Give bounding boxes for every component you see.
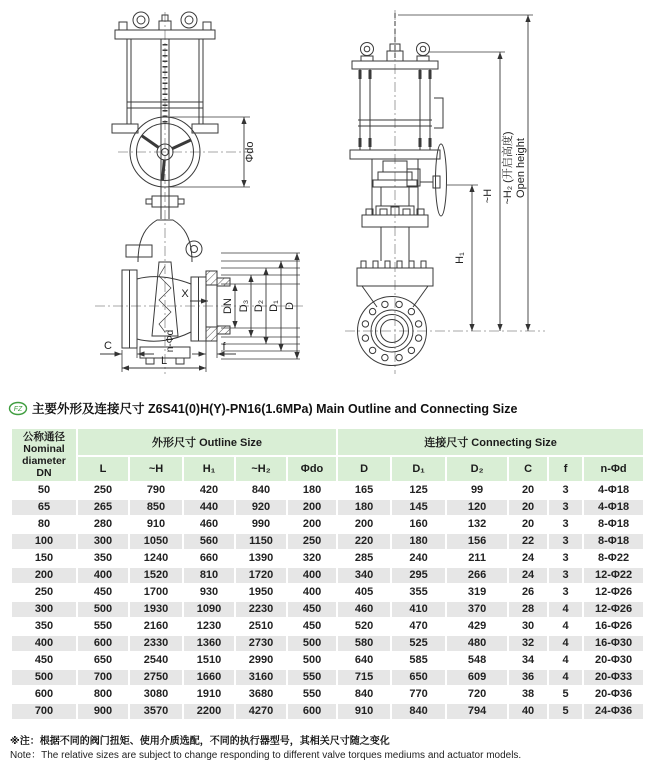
cell-value: 1510 bbox=[183, 652, 235, 669]
dim-label-x: X bbox=[181, 288, 189, 300]
cell-value: 3 bbox=[548, 550, 583, 567]
table-row bbox=[11, 635, 644, 652]
cell-value: 120 bbox=[446, 499, 508, 516]
cell-value: 450 bbox=[287, 601, 337, 618]
cell-value: 12-Φ26 bbox=[583, 584, 644, 601]
cell-value: 200 bbox=[337, 516, 391, 533]
cell-value: 40 bbox=[508, 703, 548, 720]
cell-value: 16-Φ26 bbox=[583, 618, 644, 635]
cell-value: 1360 bbox=[183, 635, 235, 652]
cell-value: 650 bbox=[391, 669, 446, 686]
cell-dn: 250 bbox=[11, 584, 77, 601]
cell-value: 2730 bbox=[235, 635, 287, 652]
col-header-h1: H₁ bbox=[183, 456, 235, 482]
cell-value: 930 bbox=[183, 584, 235, 601]
cell-value: 8-Φ22 bbox=[583, 550, 644, 567]
cell-value: 8-Φ18 bbox=[583, 533, 644, 550]
cell-value: 1660 bbox=[183, 669, 235, 686]
table-body bbox=[11, 482, 644, 720]
table-row bbox=[11, 601, 644, 618]
note-zh: ※注：根据不同的阀门扭矩、使用介质选配，不同的执行器型号，其相关尺寸随之变化 bbox=[10, 736, 390, 747]
cell-value: 910 bbox=[337, 703, 391, 720]
section-title-bar bbox=[8, 399, 517, 417]
cell-value: 285 bbox=[337, 550, 391, 567]
cell-value: 1950 bbox=[235, 584, 287, 601]
cell-dn: 80 bbox=[11, 516, 77, 533]
cell-value: 220 bbox=[337, 533, 391, 550]
cell-value: 480 bbox=[446, 635, 508, 652]
cell-value: 24 bbox=[508, 550, 548, 567]
dim-label-d3: D₃ bbox=[238, 299, 250, 313]
col-header-d2: D₂ bbox=[446, 456, 508, 482]
cell-value: 800 bbox=[77, 686, 129, 703]
corner-line-en2: diameter bbox=[22, 455, 66, 467]
cell-value: 410 bbox=[391, 601, 446, 618]
page-title: 主要外形及连接尺寸 Z6S41(0)H(Y)-PN16(1.6MPa) Main Outline and Connecting Size bbox=[32, 402, 518, 416]
cell-value: 12-Φ22 bbox=[583, 567, 644, 584]
cell-value: 640 bbox=[337, 652, 391, 669]
col-header-phido: Φdo bbox=[287, 456, 337, 482]
col-header-d1: D₁ bbox=[391, 456, 446, 482]
brand-logo-icon bbox=[8, 401, 28, 416]
cell-value: 20-Φ30 bbox=[583, 652, 644, 669]
cell-value: 125 bbox=[391, 482, 446, 499]
group-header-outline-size: 外形尺寸 Outline Size bbox=[77, 428, 337, 456]
cell-value: 3 bbox=[548, 533, 583, 550]
cell-value: 500 bbox=[287, 635, 337, 652]
cell-value: 420 bbox=[183, 482, 235, 499]
col-header-h: ~H bbox=[129, 456, 183, 482]
cell-value: 1090 bbox=[183, 601, 235, 618]
cell-value: 1050 bbox=[129, 533, 183, 550]
cell-value: 34 bbox=[508, 652, 548, 669]
cell-value: 20-Φ33 bbox=[583, 669, 644, 686]
cell-value: 20 bbox=[508, 516, 548, 533]
cell-value: 470 bbox=[391, 618, 446, 635]
cell-value: 5 bbox=[548, 703, 583, 720]
cell-value: 500 bbox=[287, 652, 337, 669]
cell-value: 400 bbox=[287, 584, 337, 601]
cell-value: 165 bbox=[337, 482, 391, 499]
cell-value: 660 bbox=[183, 550, 235, 567]
cell-dn: 300 bbox=[11, 601, 77, 618]
cell-value: 4-Φ18 bbox=[583, 482, 644, 499]
corner-line-dn: DN bbox=[36, 467, 52, 479]
cell-value: 12-Φ26 bbox=[583, 601, 644, 618]
cell-value: 580 bbox=[337, 635, 391, 652]
cell-value: 550 bbox=[287, 669, 337, 686]
col-header-h2: ~H₂ bbox=[235, 456, 287, 482]
table-row bbox=[11, 618, 644, 635]
cell-value: 450 bbox=[77, 584, 129, 601]
cell-value: 266 bbox=[446, 567, 508, 584]
drawing-front-view bbox=[95, 12, 303, 374]
cell-value: 211 bbox=[446, 550, 508, 567]
cell-value: 240 bbox=[391, 550, 446, 567]
cell-value: 2510 bbox=[235, 618, 287, 635]
cell-value: 3080 bbox=[129, 686, 183, 703]
dim-label-l: L bbox=[160, 355, 168, 367]
cell-dn: 700 bbox=[11, 703, 77, 720]
corner-line-en1: Nominal bbox=[23, 443, 65, 455]
cell-value: 1150 bbox=[235, 533, 287, 550]
cell-dn: 600 bbox=[11, 686, 77, 703]
cell-value: 350 bbox=[77, 550, 129, 567]
cell-value: 3570 bbox=[129, 703, 183, 720]
table-row bbox=[11, 703, 644, 720]
cell-value: 355 bbox=[391, 584, 446, 601]
cell-value: 520 bbox=[337, 618, 391, 635]
note-en: Note：The relative sizes are subject to change responding to different valve torques mediums and actuator models. bbox=[10, 750, 522, 761]
cell-value: 38 bbox=[508, 686, 548, 703]
dim-label-d1: D₁ bbox=[268, 300, 280, 312]
cell-value: 560 bbox=[183, 533, 235, 550]
cell-value: 145 bbox=[391, 499, 446, 516]
table-row bbox=[11, 482, 644, 499]
cell-value: 910 bbox=[129, 516, 183, 533]
cell-value: 1910 bbox=[183, 686, 235, 703]
cell-value: 32 bbox=[508, 635, 548, 652]
cell-value: 429 bbox=[446, 618, 508, 635]
cell-value: 1240 bbox=[129, 550, 183, 567]
cell-value: 319 bbox=[446, 584, 508, 601]
cell-value: 548 bbox=[446, 652, 508, 669]
cell-value: 2990 bbox=[235, 652, 287, 669]
cell-value: 650 bbox=[77, 652, 129, 669]
cell-value: 920 bbox=[235, 499, 287, 516]
cell-value: 840 bbox=[337, 686, 391, 703]
group-header-connecting-size: 连接尺寸 Connecting Size bbox=[337, 428, 644, 456]
cell-value: 840 bbox=[391, 703, 446, 720]
cell-value: 400 bbox=[287, 567, 337, 584]
cell-value: 850 bbox=[129, 499, 183, 516]
col-header-c: C bbox=[508, 456, 548, 482]
table-row bbox=[11, 584, 644, 601]
table-row bbox=[11, 652, 644, 669]
cell-value: 3 bbox=[548, 499, 583, 516]
svg-text:FZ: FZ bbox=[13, 405, 23, 413]
cell-value: 600 bbox=[287, 703, 337, 720]
cell-value: 3 bbox=[548, 482, 583, 499]
cell-value: 250 bbox=[287, 533, 337, 550]
cell-value: 160 bbox=[391, 516, 446, 533]
cell-value: 340 bbox=[337, 567, 391, 584]
cell-value: 790 bbox=[129, 482, 183, 499]
cell-value: 180 bbox=[337, 499, 391, 516]
dim-label-d2: D₂ bbox=[253, 299, 265, 313]
cell-dn: 100 bbox=[11, 533, 77, 550]
cell-value: 525 bbox=[391, 635, 446, 652]
cell-value: 460 bbox=[183, 516, 235, 533]
dim-label-h: ~H bbox=[482, 188, 494, 204]
cell-value: 4-Φ18 bbox=[583, 499, 644, 516]
cell-value: 200 bbox=[287, 499, 337, 516]
table-row bbox=[11, 567, 644, 584]
cell-value: 200 bbox=[287, 516, 337, 533]
cell-value: 36 bbox=[508, 669, 548, 686]
cell-value: 3680 bbox=[235, 686, 287, 703]
cell-value: 2750 bbox=[129, 669, 183, 686]
cell-value: 794 bbox=[446, 703, 508, 720]
cell-value: 770 bbox=[391, 686, 446, 703]
cell-value: 2230 bbox=[235, 601, 287, 618]
cell-value: 1700 bbox=[129, 584, 183, 601]
cell-value: 550 bbox=[77, 618, 129, 635]
notes bbox=[10, 735, 521, 763]
col-header-f: f bbox=[548, 456, 583, 482]
cell-value: 250 bbox=[77, 482, 129, 499]
cell-value: 16-Φ30 bbox=[583, 635, 644, 652]
cell-value: 2200 bbox=[183, 703, 235, 720]
dim-label-f: f bbox=[222, 341, 226, 353]
cell-value: 26 bbox=[508, 584, 548, 601]
cell-value: 3 bbox=[548, 584, 583, 601]
cell-dn: 65 bbox=[11, 499, 77, 516]
cell-value: 2540 bbox=[129, 652, 183, 669]
cell-value: 295 bbox=[391, 567, 446, 584]
cell-value: 28 bbox=[508, 601, 548, 618]
cell-value: 4 bbox=[548, 601, 583, 618]
cell-value: 4270 bbox=[235, 703, 287, 720]
cell-value: 370 bbox=[446, 601, 508, 618]
cell-value: 132 bbox=[446, 516, 508, 533]
cell-value: 600 bbox=[77, 635, 129, 652]
cell-value: 3160 bbox=[235, 669, 287, 686]
table-row bbox=[11, 669, 644, 686]
cell-value: 20 bbox=[508, 482, 548, 499]
cell-value: 99 bbox=[446, 482, 508, 499]
cell-value: 156 bbox=[446, 533, 508, 550]
dim-label-h2: ~H₂ (开启高度) bbox=[502, 131, 514, 205]
cell-value: 2160 bbox=[129, 618, 183, 635]
dim-label-c: C bbox=[104, 340, 112, 352]
cell-value: 4 bbox=[548, 618, 583, 635]
cell-value: 24 bbox=[508, 567, 548, 584]
cell-value: 320 bbox=[287, 550, 337, 567]
cell-value: 400 bbox=[77, 567, 129, 584]
cell-dn: 200 bbox=[11, 567, 77, 584]
table-row bbox=[11, 550, 644, 567]
cell-value: 840 bbox=[235, 482, 287, 499]
cell-value: 1720 bbox=[235, 567, 287, 584]
col-header-l: L bbox=[77, 456, 129, 482]
cell-value: 720 bbox=[446, 686, 508, 703]
cell-value: 8-Φ18 bbox=[583, 516, 644, 533]
cell-value: 265 bbox=[77, 499, 129, 516]
cell-value: 609 bbox=[446, 669, 508, 686]
cell-value: 810 bbox=[183, 567, 235, 584]
cell-value: 460 bbox=[337, 601, 391, 618]
corner-line-zh: 公称通径 bbox=[23, 431, 65, 443]
table-row bbox=[11, 499, 644, 516]
cell-value: 990 bbox=[235, 516, 287, 533]
dim-label-nphid: n-Φd bbox=[165, 329, 176, 353]
cell-dn: 50 bbox=[11, 482, 77, 499]
cell-value: 440 bbox=[183, 499, 235, 516]
cell-dn: 350 bbox=[11, 618, 77, 635]
dim-label-d: D bbox=[284, 302, 296, 310]
col-header-nominal-diameter bbox=[11, 428, 77, 482]
dim-label-dn: DN bbox=[222, 298, 234, 314]
dimensions-table bbox=[10, 427, 645, 721]
cell-value: 1520 bbox=[129, 567, 183, 584]
dim-label-phido: Φdo bbox=[244, 141, 256, 163]
cell-value: 715 bbox=[337, 669, 391, 686]
cell-value: 550 bbox=[287, 686, 337, 703]
cell-dn: 500 bbox=[11, 669, 77, 686]
cell-value: 300 bbox=[77, 533, 129, 550]
drawing-side-view bbox=[345, 10, 545, 374]
cell-value: 1390 bbox=[235, 550, 287, 567]
cell-value: 500 bbox=[77, 601, 129, 618]
cell-value: 4 bbox=[548, 669, 583, 686]
cell-value: 900 bbox=[77, 703, 129, 720]
cell-value: 3 bbox=[548, 567, 583, 584]
cell-value: 450 bbox=[287, 618, 337, 635]
col-header-nphid: n-Φd bbox=[583, 456, 644, 482]
cell-dn: 450 bbox=[11, 652, 77, 669]
cell-value: 700 bbox=[77, 669, 129, 686]
table-row bbox=[11, 533, 644, 550]
cell-value: 24-Φ36 bbox=[583, 703, 644, 720]
cell-value: 1930 bbox=[129, 601, 183, 618]
col-header-d: D bbox=[337, 456, 391, 482]
cell-value: 4 bbox=[548, 635, 583, 652]
cell-value: 280 bbox=[77, 516, 129, 533]
cell-value: 180 bbox=[287, 482, 337, 499]
cell-value: 20 bbox=[508, 499, 548, 516]
table-row bbox=[11, 516, 644, 533]
dim-label-h1: H₁ bbox=[454, 252, 466, 264]
cell-value: 405 bbox=[337, 584, 391, 601]
dim-label-h2-open-height: Open height bbox=[515, 138, 527, 198]
table-row bbox=[11, 686, 644, 703]
cell-value: 20-Φ36 bbox=[583, 686, 644, 703]
cell-value: 3 bbox=[548, 516, 583, 533]
cell-value: 1230 bbox=[183, 618, 235, 635]
cell-value: 30 bbox=[508, 618, 548, 635]
cell-value: 4 bbox=[548, 652, 583, 669]
cell-value: 2330 bbox=[129, 635, 183, 652]
cell-dn: 150 bbox=[11, 550, 77, 567]
cell-value: 180 bbox=[391, 533, 446, 550]
cell-value: 5 bbox=[548, 686, 583, 703]
cell-value: 585 bbox=[391, 652, 446, 669]
cell-value: 22 bbox=[508, 533, 548, 550]
cell-dn: 400 bbox=[11, 635, 77, 652]
